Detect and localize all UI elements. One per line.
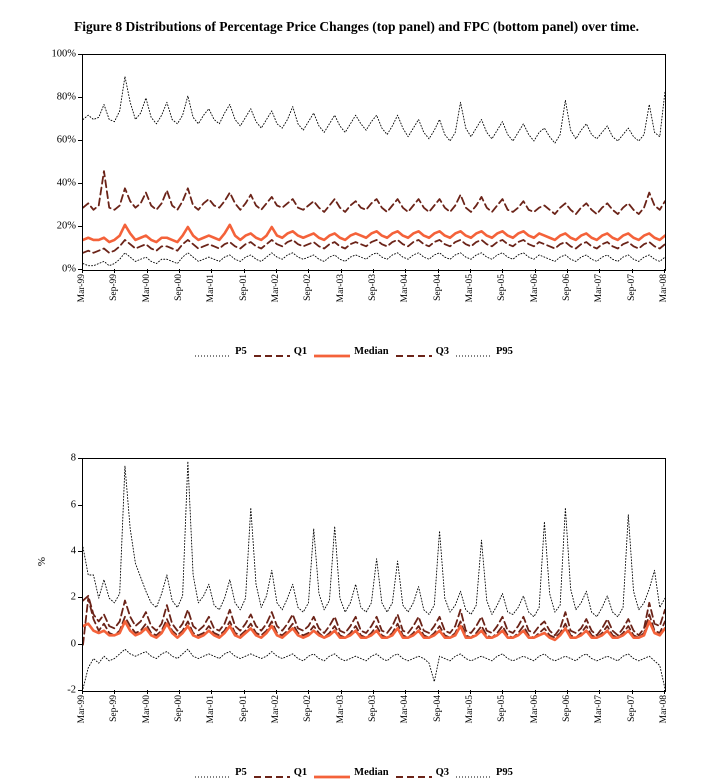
bottom-panel-series-svg — [83, 459, 665, 691]
top-panel-plot-area — [82, 54, 666, 271]
x-tick-mark — [502, 690, 503, 694]
x-tick-label: Sep-06 — [562, 274, 572, 302]
x-tick-mark — [276, 690, 277, 694]
legend-label: Q1 — [293, 767, 308, 779]
x-tick-mark — [114, 269, 115, 273]
x-tick-label: Mar-02 — [271, 274, 281, 303]
x-tick-label: Mar-99 — [77, 274, 87, 303]
x-tick-label: Mar-08 — [659, 274, 669, 303]
y-tick-mark — [78, 54, 82, 55]
x-tick-label: Sep-01 — [238, 274, 249, 302]
x-tick-label: Sep-03 — [368, 695, 378, 723]
series-line-q3 — [83, 171, 665, 214]
x-tick-label: Sep-01 — [238, 695, 249, 723]
series-line-p5 — [83, 649, 665, 688]
x-tick-mark — [535, 690, 536, 694]
x-tick-label: Sep-07 — [626, 695, 637, 723]
legend-item-q3 — [396, 767, 449, 778]
x-tick-mark — [438, 269, 439, 273]
x-tick-mark — [341, 269, 342, 273]
y-tick-label: 60% — [56, 134, 76, 146]
y-tick-mark — [78, 597, 82, 598]
x-tick-mark — [211, 690, 212, 694]
legend-item-q1 — [254, 767, 307, 778]
x-tick-mark — [632, 269, 633, 273]
x-tick-label: Sep-00 — [174, 695, 184, 723]
x-tick-mark — [308, 269, 309, 273]
x-tick-label: Sep-05 — [497, 695, 508, 723]
x-tick-mark — [276, 269, 277, 273]
x-tick-label: Sep-03 — [368, 274, 378, 302]
x-tick-label: Sep-99 — [109, 695, 120, 723]
y-tick-label: 100% — [51, 48, 76, 60]
legend-item-q3 — [396, 346, 449, 357]
y-tick-mark — [78, 97, 82, 98]
x-tick-label: Mar-04 — [400, 695, 411, 724]
legend-item-p5 — [195, 346, 247, 357]
x-tick-label: Mar-04 — [400, 274, 411, 303]
x-tick-label: Sep-04 — [432, 695, 443, 723]
bottom-panel-y-axis-label: % — [36, 557, 48, 567]
x-tick-label: Mar-01 — [206, 274, 217, 303]
legend-item-p5 — [195, 767, 247, 778]
x-tick-mark — [567, 269, 568, 273]
x-tick-mark — [82, 690, 83, 694]
page-title: Figure 8 Distributions of Percentage Price Changes (top panel) and FPC (bottom panel) over time. — [73, 19, 640, 34]
x-tick-label: Mar-00 — [141, 274, 152, 303]
y-tick-mark — [78, 551, 82, 552]
series-line-p95 — [83, 77, 665, 144]
y-tick-label: 6 — [70, 499, 76, 511]
x-tick-label: Sep-99 — [109, 274, 120, 302]
x-tick-label: Mar-03 — [335, 695, 346, 724]
top-panel-series-svg — [83, 55, 665, 270]
legend-item-median — [314, 346, 388, 357]
x-tick-mark — [470, 690, 471, 694]
x-tick-mark — [632, 690, 633, 694]
series-line-median — [83, 225, 665, 242]
legend-item-p95 — [456, 767, 513, 778]
y-tick-label: -2 — [67, 684, 76, 696]
x-tick-mark — [664, 269, 665, 273]
x-tick-mark — [373, 690, 374, 694]
x-tick-label: Sep-07 — [626, 274, 637, 302]
bottom-panel-plot-area — [82, 458, 666, 692]
x-tick-label: Mar-07 — [594, 274, 605, 303]
x-tick-mark — [664, 690, 665, 694]
legend-item-q1 — [254, 346, 307, 357]
x-tick-mark — [179, 269, 180, 273]
x-tick-mark — [147, 690, 148, 694]
y-tick-label: 20% — [56, 220, 76, 232]
legend-label: Median — [354, 767, 389, 779]
x-tick-mark — [82, 269, 83, 273]
x-tick-mark — [535, 269, 536, 273]
x-tick-mark — [244, 690, 245, 694]
legend-label: P95 — [496, 767, 513, 779]
legend-label: Median — [354, 346, 389, 358]
legend-item-median — [314, 767, 388, 778]
x-tick-mark — [405, 269, 406, 273]
x-tick-label: Sep-05 — [497, 274, 508, 302]
x-tick-mark — [373, 269, 374, 273]
x-tick-label: Mar-08 — [659, 695, 669, 724]
x-tick-mark — [405, 690, 406, 694]
x-tick-label: Mar-07 — [594, 695, 605, 724]
y-tick-label: 2 — [70, 591, 76, 603]
bottom-panel-chart — [24, 452, 684, 779]
legend-item-p95 — [456, 346, 513, 357]
x-tick-label: Mar-01 — [206, 695, 217, 724]
y-tick-mark — [78, 140, 82, 141]
x-tick-mark — [179, 690, 180, 694]
legend-label: Q1 — [293, 346, 308, 358]
series-line-p95 — [83, 462, 665, 617]
series-line-q1 — [83, 240, 665, 253]
y-tick-label: 4 — [70, 545, 76, 557]
legend-label: P5 — [235, 346, 247, 358]
y-tick-mark — [78, 505, 82, 506]
x-tick-label: Mar-99 — [77, 695, 87, 724]
x-tick-label: Sep-06 — [562, 695, 572, 723]
x-tick-mark — [599, 269, 600, 273]
x-tick-label: Sep-00 — [174, 274, 184, 302]
x-tick-mark — [502, 269, 503, 273]
x-tick-mark — [308, 690, 309, 694]
x-tick-label: Mar-00 — [141, 695, 152, 724]
x-tick-mark — [147, 269, 148, 273]
x-tick-label: Mar-05 — [465, 695, 475, 724]
bottom-panel-legend — [24, 767, 684, 778]
y-tick-label: 8 — [70, 452, 76, 464]
x-tick-label: Sep-04 — [432, 274, 443, 302]
y-tick-mark — [78, 458, 82, 459]
legend-label: P95 — [496, 346, 513, 358]
y-tick-label: 0 — [70, 638, 76, 650]
x-tick-mark — [567, 690, 568, 694]
x-tick-label: Sep-02 — [303, 695, 314, 723]
top-panel-legend — [24, 346, 684, 357]
x-tick-mark — [599, 690, 600, 694]
series-line-p5 — [83, 253, 665, 266]
x-tick-mark — [341, 690, 342, 694]
legend-label: Q3 — [435, 767, 449, 779]
x-tick-mark — [244, 269, 245, 273]
y-tick-label: 40% — [56, 177, 76, 189]
x-tick-label: Mar-03 — [335, 274, 346, 303]
x-tick-mark — [438, 690, 439, 694]
top-panel-chart — [24, 46, 684, 446]
legend-label: P5 — [235, 767, 247, 779]
x-tick-mark — [470, 269, 471, 273]
x-tick-label: Mar-05 — [465, 274, 475, 303]
x-tick-label: Sep-02 — [303, 274, 314, 302]
y-tick-mark — [78, 183, 82, 184]
x-tick-label: Mar-06 — [529, 695, 540, 724]
x-tick-label: Mar-02 — [271, 695, 281, 724]
x-tick-mark — [114, 690, 115, 694]
y-tick-mark — [78, 226, 82, 227]
x-tick-mark — [211, 269, 212, 273]
y-tick-label: 0% — [62, 263, 76, 275]
legend-label: Q3 — [435, 346, 449, 358]
x-tick-label: Mar-06 — [529, 274, 540, 303]
y-tick-label: 80% — [56, 91, 76, 103]
y-tick-mark — [78, 644, 82, 645]
